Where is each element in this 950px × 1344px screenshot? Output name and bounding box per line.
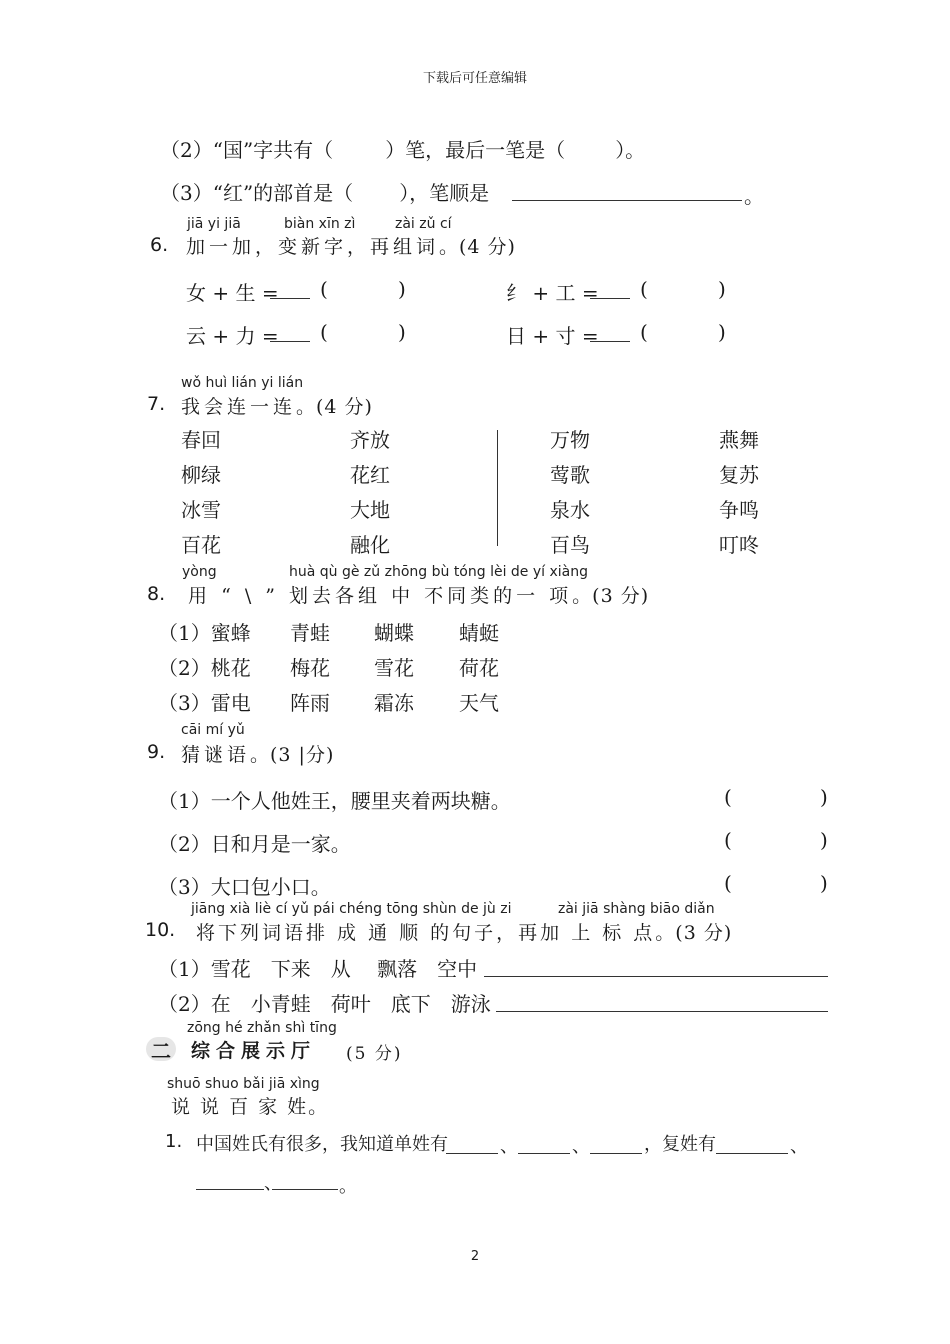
compound-surname-blank-1[interactable] (716, 1153, 788, 1154)
q7-col4-item[interactable]: 复苏 (719, 463, 759, 487)
q5-line2: （2）“国”字共有（ ）笔，最后一笔是（ ）。 (160, 138, 646, 162)
q7-col2-item[interactable]: 融化 (350, 533, 390, 557)
page-header: 下载后可任意编辑 (422, 71, 527, 86)
q1-sep: 、 (790, 1136, 808, 1157)
q8-row-2-item[interactable]: （2）桃花 (158, 656, 251, 680)
q9-paren-r-2: ) (820, 828, 828, 852)
section2-pinyin: zōng hé zhǎn shì tīng (187, 1020, 337, 1036)
q6-item-4: 日 + 寸 = (506, 324, 599, 348)
q6-blank-3[interactable] (270, 341, 310, 342)
q10-title: 将下列词语排 成 通 顺 的句子，再加 上 标 点。(3 分) (196, 922, 733, 944)
page-number: 2 (470, 1249, 480, 1264)
q8-pinyin-2: huà qù gè zǔ zhōng bù tóng lèi de yí xiàng (289, 564, 589, 580)
q7-col3-item[interactable]: 百鸟 (550, 533, 590, 557)
single-surname-blank-1[interactable] (446, 1153, 498, 1154)
q9-number: 9. (147, 741, 166, 763)
q9-riddle-3: （3）大口包小口。 (158, 875, 331, 899)
sub-title: 说 说 百 家 姓。 (171, 1096, 330, 1118)
q9-riddle-1: （1）一个人他姓王，腰里夹着两块糖。 (158, 789, 511, 813)
q8-row-1-item[interactable]: 青蛙 (290, 621, 330, 645)
q1-sep: 、 (572, 1136, 590, 1157)
q5-stroke-order-blank[interactable] (512, 200, 742, 201)
q8-row-1-item[interactable]: （1）蜜蜂 (158, 621, 251, 645)
q7-col1-item[interactable]: 柳绿 (181, 463, 221, 487)
q6-title: 加一加，变新字，再组词。(4 分) (186, 236, 516, 258)
q7-col1-item[interactable]: 冰雪 (181, 498, 221, 522)
q7-col4-item[interactable]: 争鸣 (719, 498, 759, 522)
q1-sep: 、 (264, 1173, 282, 1194)
q9-paren-l-1: ( (724, 785, 732, 809)
q1-mid: ，复姓有 (644, 1134, 716, 1155)
q9-paren-l-3: ( (724, 871, 732, 895)
q8-pinyin-1: yòng (182, 564, 217, 580)
q7-col3-item[interactable]: 万物 (550, 428, 590, 452)
q8-title: 用 “ \ ” 划去各组 中 不同类的一 项。(3 分) (188, 585, 650, 607)
q10-pinyin-1: jiāng xià liè cí yǔ pái chéng tōng shùn de jù zi (191, 901, 512, 917)
q8-number: 8. (147, 583, 166, 605)
q7-col1-item[interactable]: 百花 (181, 533, 221, 557)
q1-end: 。 (339, 1176, 357, 1197)
q7-col2-item[interactable]: 齐放 (350, 428, 390, 452)
q10-words-2: （2）在 小青蛙 荷叶 底下 游泳 (158, 992, 491, 1016)
section-number: 二 (151, 1039, 171, 1063)
q7-col2-item[interactable]: 大地 (350, 498, 390, 522)
q6-pinyin-3: zài zǔ cí (395, 216, 452, 232)
q7-col4-item[interactable]: 叮咚 (719, 533, 759, 557)
q7-col2-item[interactable]: 花红 (350, 463, 390, 487)
q10-answer-line-1[interactable] (484, 976, 828, 977)
q10-number: 10. (145, 919, 176, 941)
q6-paren-r-4: ) (718, 320, 726, 344)
sub-pinyin: shuō shuo bǎi jiā xìng (167, 1076, 320, 1092)
q6-paren-r-3: ) (398, 320, 406, 344)
q8-row-2-item[interactable]: 荷花 (459, 656, 499, 680)
q8-row-3-item[interactable]: 霜冻 (374, 691, 414, 715)
q7-pinyin: wǒ huì lián yi lián (181, 375, 304, 391)
q1-text: 中国姓氏有很多，我知道单姓有 (196, 1134, 448, 1155)
q8-row-3-item[interactable]: 阵雨 (290, 691, 330, 715)
q9-paren-r-3: ) (820, 871, 828, 895)
q5-period: 。 (744, 184, 764, 208)
q7-col3-item[interactable]: 莺歌 (550, 463, 590, 487)
q8-row-3-item[interactable]: 天气 (459, 691, 499, 715)
q7-col4-item[interactable]: 燕舞 (719, 428, 759, 452)
compound-surname-blank-3[interactable] (272, 1189, 338, 1190)
compound-surname-blank-2[interactable] (196, 1189, 264, 1190)
q1-sep: 、 (500, 1136, 518, 1157)
q9-riddle-2: （2）日和月是一家。 (158, 832, 351, 856)
q6-item-3: 云 + 力 = (186, 324, 279, 348)
section2-score: (5 分) (346, 1044, 403, 1064)
q8-row-2-item[interactable]: 梅花 (290, 656, 330, 680)
q6-paren-l-3: ( (320, 320, 328, 344)
q6-paren-r-2: ) (718, 277, 726, 301)
q10-answer-line-2[interactable] (496, 1011, 828, 1012)
q6-pinyin-2: biàn xīn zì (284, 216, 356, 232)
q6-number: 6. (150, 234, 169, 256)
q1-number: 1. (165, 1131, 183, 1152)
q10-pinyin-2: zài jiā shàng biāo diǎn (558, 901, 715, 917)
q8-row-1-item[interactable]: 蝴蝶 (374, 621, 414, 645)
q6-paren-r-1: ) (398, 277, 406, 301)
single-surname-blank-2[interactable] (518, 1153, 570, 1154)
q6-blank-2[interactable] (590, 298, 630, 299)
q9-paren-r-1: ) (820, 785, 828, 809)
section2-title: 综合展示厅 (191, 1040, 317, 1062)
q5-line3: （3）“红”的部首是（ ），笔顺是 (160, 181, 490, 205)
q7-number: 7. (147, 393, 166, 415)
q6-item-1: 女 + 生 = (186, 281, 279, 305)
q9-paren-l-2: ( (724, 828, 732, 852)
q7-col1-item[interactable]: 春回 (181, 428, 221, 452)
q6-blank-1[interactable] (270, 298, 310, 299)
q9-pinyin: cāi mí yǔ (181, 722, 245, 738)
q8-row-2-item[interactable]: 雪花 (374, 656, 414, 680)
q7-col3-item[interactable]: 泉水 (550, 498, 590, 522)
single-surname-blank-3[interactable] (590, 1153, 642, 1154)
q7-title: 我会连一连。(4 分) (181, 396, 373, 418)
q6-item-2: 纟 + 工 = (506, 281, 599, 305)
q9-title: 猜谜语。(3 |分) (181, 744, 335, 766)
q6-pinyin-1: jiā yi jiā (187, 216, 241, 232)
q8-row-3-item[interactable]: （3）雷电 (158, 691, 251, 715)
q7-divider (497, 430, 498, 546)
q10-words-1: （1）雪花 下来 从 飘落 空中 (158, 957, 478, 981)
q8-row-1-item[interactable]: 蜻蜓 (459, 621, 499, 645)
q6-paren-l-4: ( (640, 320, 648, 344)
q6-paren-l-1: ( (320, 277, 328, 301)
q6-blank-4[interactable] (590, 341, 630, 342)
q6-paren-l-2: ( (640, 277, 648, 301)
